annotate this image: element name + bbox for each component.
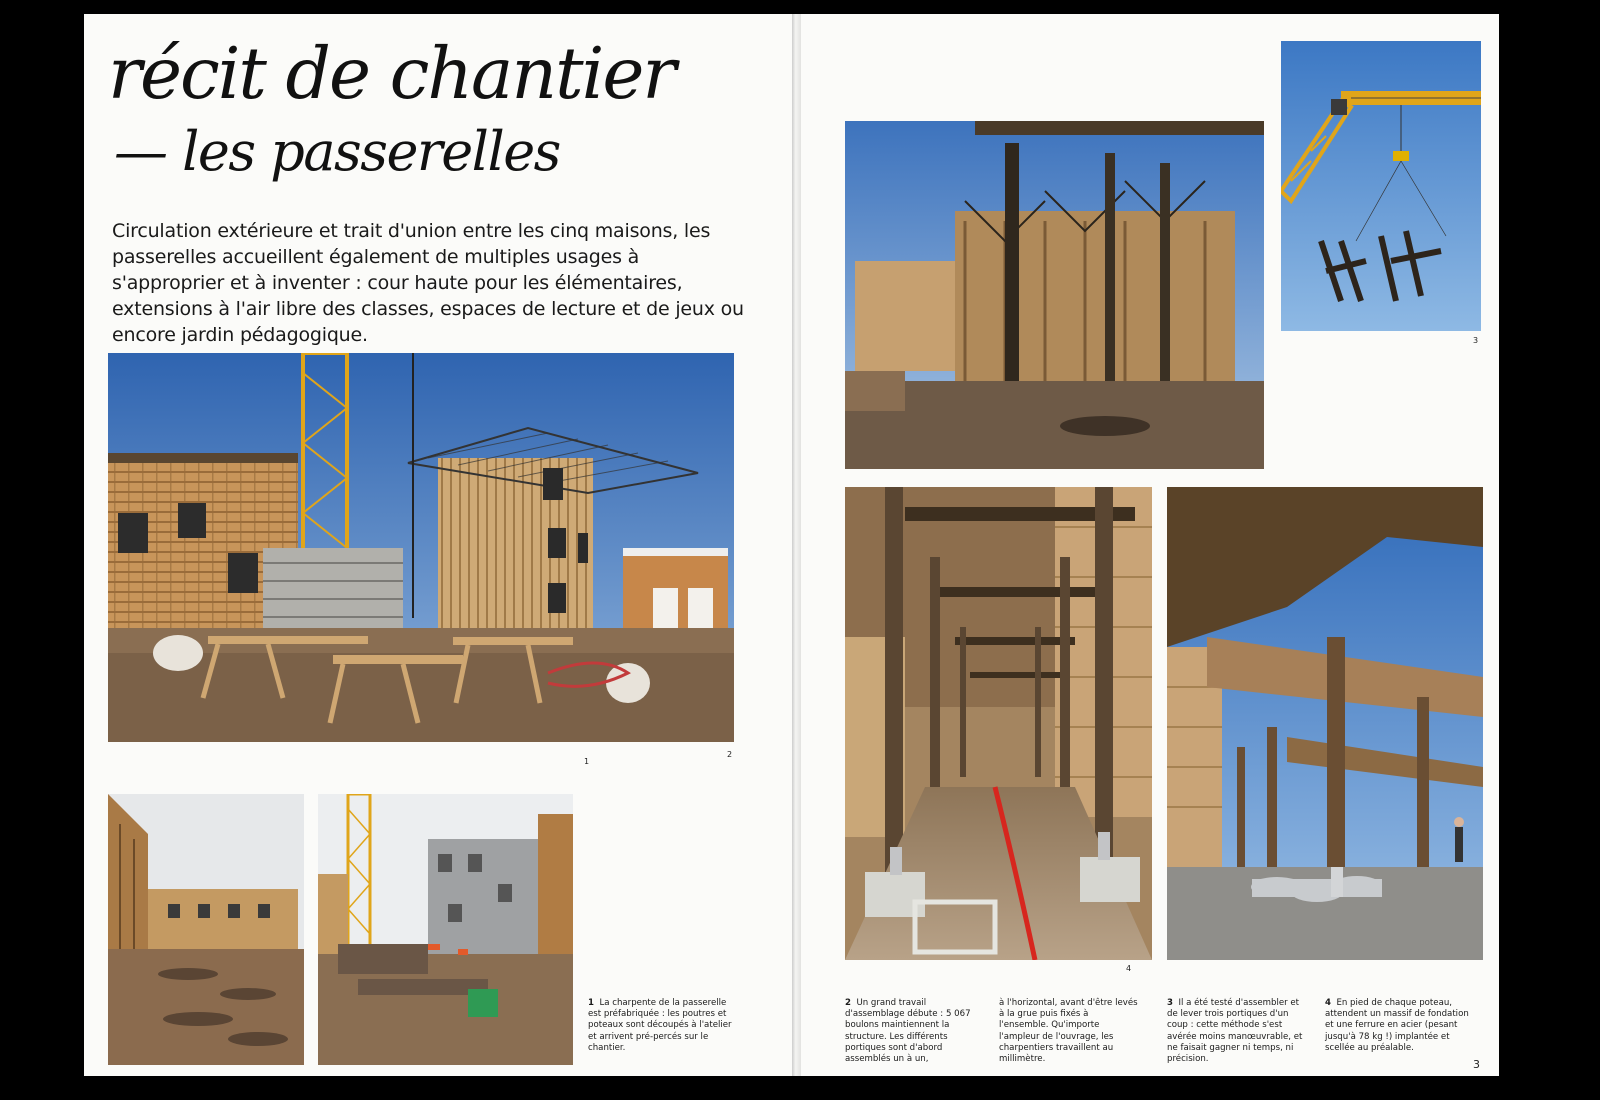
photo-number-3: 3 xyxy=(1473,336,1479,345)
caption-1-text: La charpente de la passerelle est préfabriquée : les poutres et poteaux sont découpés à l'atelier et arrivent pré-percés sur le chantier. xyxy=(588,998,732,1053)
caption-4 xyxy=(1325,998,1470,1054)
caption-1-number: 1 xyxy=(588,998,594,1008)
page-subtitle: — les passerelles xyxy=(114,120,560,183)
caption-3 xyxy=(1167,998,1312,1065)
caption-2 xyxy=(845,998,985,1065)
caption-1 xyxy=(588,998,734,1054)
photo-walkway-corridor xyxy=(845,487,1152,960)
caption-2-number: 2 xyxy=(845,998,851,1008)
photo-beam-assembly xyxy=(845,121,1264,469)
caption-4-number: 4 xyxy=(1325,998,1331,1008)
caption-2-continued xyxy=(999,998,1139,1065)
photo-number-1: 1 xyxy=(584,757,590,766)
page-title: récit de chantier xyxy=(108,32,675,115)
page-number: 3 xyxy=(1473,1058,1480,1071)
caption-3-number: 3 xyxy=(1167,998,1173,1008)
photo-number-4: 4 xyxy=(1126,964,1132,973)
photo-column-foot xyxy=(1167,487,1483,960)
intro-paragraph: Circulation extérieure et trait d'union entre les cinq maisons, les passerelles accueillent également de multiples usages à s'approprier et à inventer : cour haute pour les élémentaires, extensions à l'air libre des classes, espaces de lecture et de jeux ou encore jardin pédagogique. xyxy=(112,220,744,346)
caption-2b-text: à l'horizontal, avant d'être levés à la grue puis fixés à l'ensemble. Qu'importe l'ampleur de l'ouvrage, les charpentiers travaillent au millimètre. xyxy=(999,998,1138,1065)
caption-3-text: Il a été testé d'assembler et de lever trois portiques d'un coup : cette méthode s'est avérée moins manœuvrable, et ne faisait gagner ni temps, ni précision. xyxy=(1167,998,1303,1065)
right-page xyxy=(801,14,1499,1076)
photo-number-2: 2 xyxy=(727,750,733,759)
spine-fold xyxy=(792,14,801,1076)
caption-4-text: En pied de chaque poteau, attendent un massif de fondation et une ferrure en acier (pesant jusqu'à 78 kg !) implantée et scellée au préalable. xyxy=(1325,998,1469,1053)
caption-2-text: Un grand travail d'assemblage débute : 5 067 boulons maintiennent la structure. Les différents portiques sont d'abord assemblés un à un, xyxy=(845,998,971,1065)
left-page xyxy=(84,14,792,1076)
photo-courtyard xyxy=(108,794,304,1065)
photo-construction-site xyxy=(108,353,734,742)
photo-crane-formwork xyxy=(318,794,573,1065)
photo-crane-lift xyxy=(1281,41,1481,331)
